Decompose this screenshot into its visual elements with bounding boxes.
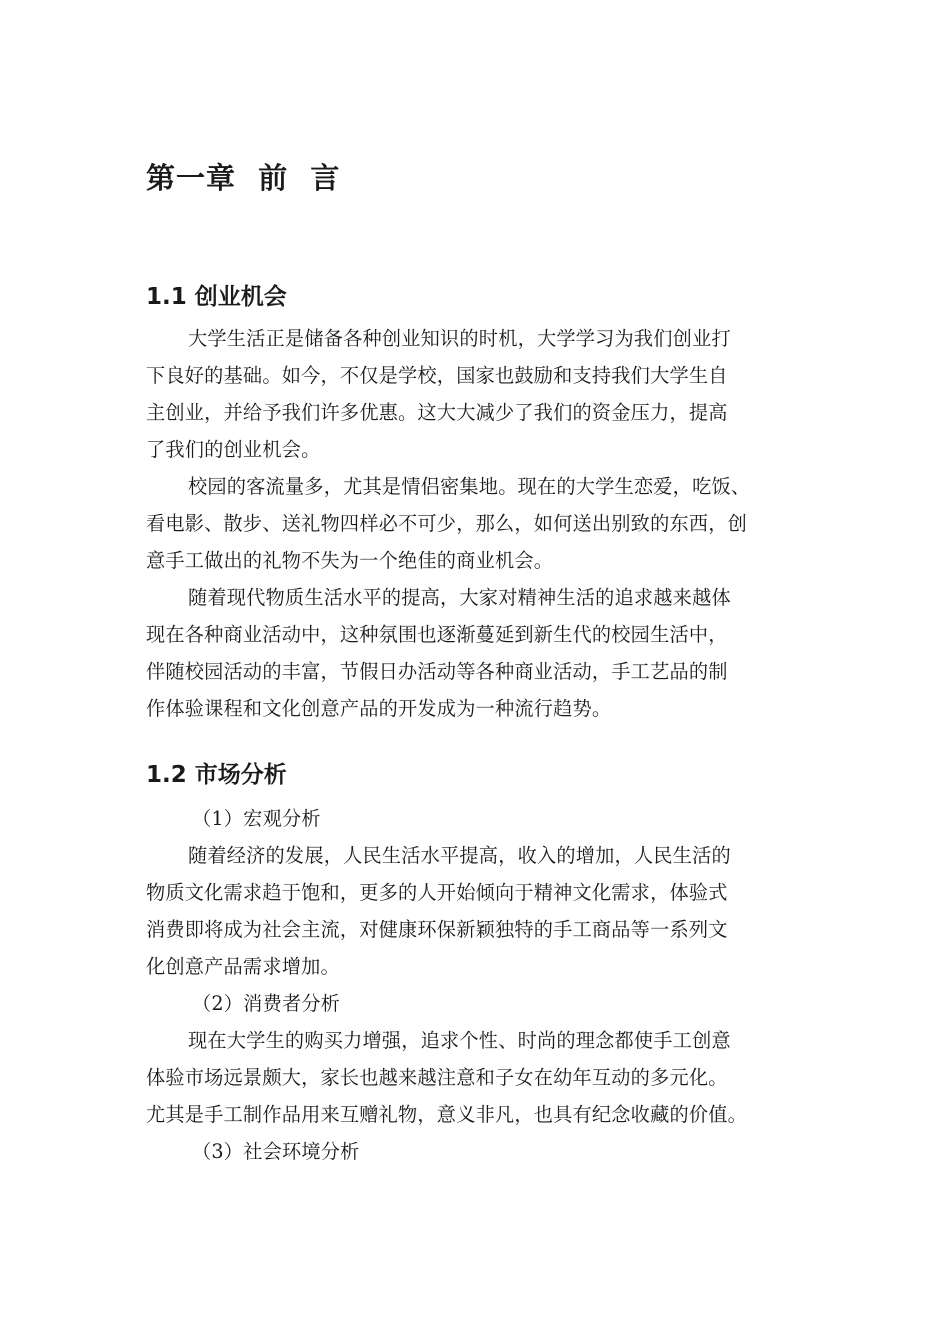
paragraph-line: 伴随校园活动的丰富，节假日办活动等各种商业活动，手工艺品的制 — [146, 660, 728, 683]
subsection-heading: （1）宏观分析 — [192, 807, 321, 830]
paragraph-line: 意手工做出的礼物不失为一个绝佳的商业机会。 — [146, 549, 554, 572]
section-1-2-body — [146, 800, 806, 1170]
paragraph-line: 大学生活正是储备各种创业知识的时机，大学学习为我们创业打 — [188, 327, 731, 350]
paragraph-line: 随着现代物质生活水平的提高，大家对精神生活的追求越来越体 — [188, 586, 731, 609]
section-title-1-1: 1.1 创业机会 — [146, 284, 287, 310]
paragraph-line: 尤其是手工制作品用来互赠礼物，意义非凡，也具有纪念收藏的价值。 — [146, 1103, 748, 1126]
paragraph-line: 体验市场远景颇大，家长也越来越注意和子女在幼年互动的多元化。 — [146, 1066, 728, 1089]
paragraph-line: 作体验课程和文化创意产品的开发成为一种流行趋势。 — [146, 697, 612, 720]
paragraph-line: 消费即将成为社会主流，对健康环保新颖独特的手工商品等一系列文 — [146, 918, 728, 941]
chapter-title: 第一章 前 言 — [146, 161, 341, 195]
paragraph-line: 现在大学生的购买力增强，追求个性、时尚的理念都使手工创意 — [188, 1029, 731, 1052]
paragraph-line: 随着经济的发展，人民生活水平提高，收入的增加，人民生活的 — [188, 844, 731, 867]
paragraph-line: 下良好的基础。如今，不仅是学校，国家也鼓励和支持我们大学生自 — [146, 364, 728, 387]
paragraph-line: 了我们的创业机会。 — [146, 438, 321, 461]
paragraph-line: 校园的客流量多，尤其是情侣密集地。现在的大学生恋爱，吃饭、 — [188, 475, 751, 498]
paragraph-line: 化创意产品需求增加。 — [146, 955, 340, 978]
paragraph-line: 主创业，并给予我们许多优惠。这大大减少了我们的资金压力，提高 — [146, 401, 728, 424]
subsection-heading: （3）社会环境分析 — [192, 1140, 360, 1163]
paragraph-line: 现在各种商业活动中，这种氛围也逐渐蔓延到新生代的校园生活中， — [146, 623, 728, 646]
paragraph-line: 看电影、散步、送礼物四样必不可少，那么，如何送出别致的东西，创 — [146, 512, 748, 535]
paragraph-line: 物质文化需求趋于饱和，更多的人开始倾向于精神文化需求，体验式 — [146, 881, 728, 904]
section-title-1-2: 1.2 市场分析 — [146, 762, 287, 788]
subsection-heading: （2）消费者分析 — [192, 992, 341, 1015]
section-1-1-body — [146, 320, 806, 727]
